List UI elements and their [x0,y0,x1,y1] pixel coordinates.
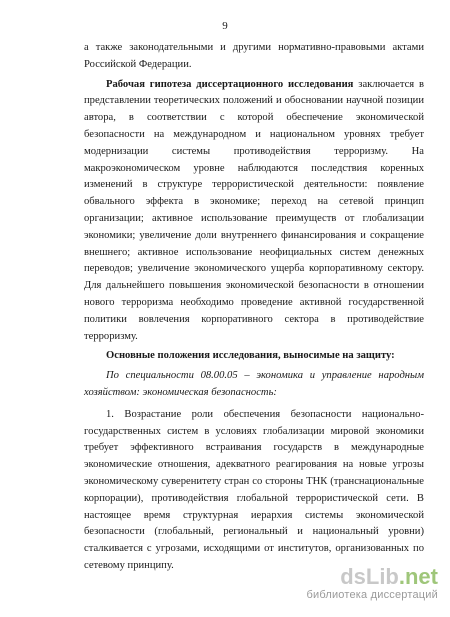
hypothesis-text: заключается в представлении теоретических положений и обосновании научной позиции автора, в соответствии с которой обеспечение экономической безопасности на международном и национальном уровнях требует модернизации системы противодействия терроризму. На макроэкономическом уровне наблюдаются последствия коренных изменений в структуре террористической деятельности: появление обвального эффекта в экономике; переход на сетевой принцип организации; активное использование преимуществ от глобализации экономики; увеличение доли внутреннего финансирования и сокращение внешнего; активное использование неофициальных систем денежных переводов; увеличение экономического ущерба корпоративному сектору. Для дальнейшего повышения экономической безопасности в отношении нового терроризма необходимо проведение активной государственной политики вовлечения корпоративного сектора в противодействие терроризму. [84,78,425,342]
watermark-subtitle: библиотека диссертаций [306,589,438,601]
specialty-line: По специальности 08.00.05 – экономика и управление народным хозяйством: экономическая безопасность: [84,370,424,398]
hypothesis-term: Рабочая гипотеза диссертационного исследования [106,78,354,90]
document-body [84,40,424,578]
watermark-logo-main: dsLib [340,564,399,589]
watermark [288,565,438,602]
paragraph-point-1: 1. Возрастание роли обеспечения безопасности национально-государственных систем в условиях глобализации мировой экономики требует эффективного встраивания государств в международные экономические отношения, адекватного реагирования на новые угрозы экономическому суверенитету стран со стороны ТНК (транснациональные корпорации), противодействия глобальной террористической сети. В настоящее время структурная иерархия системы экономической безопасности (глобальный, региональный и национальный уровни) сталкивается с угрозами, исходящими от институтов, организованных по сетевому принципу. [84,408,424,571]
page-number: 9 [222,20,228,32]
section-heading: Основные положения исследования, выносимые на защиту: [106,350,395,362]
watermark-logo-accent: .net [398,564,438,589]
paragraph-hypothesis [84,77,424,346]
paragraph-continuation: а также законодательными и другими нормативно-правовыми актами Российской Федерации. [84,42,424,70]
watermark-logo [288,565,438,589]
